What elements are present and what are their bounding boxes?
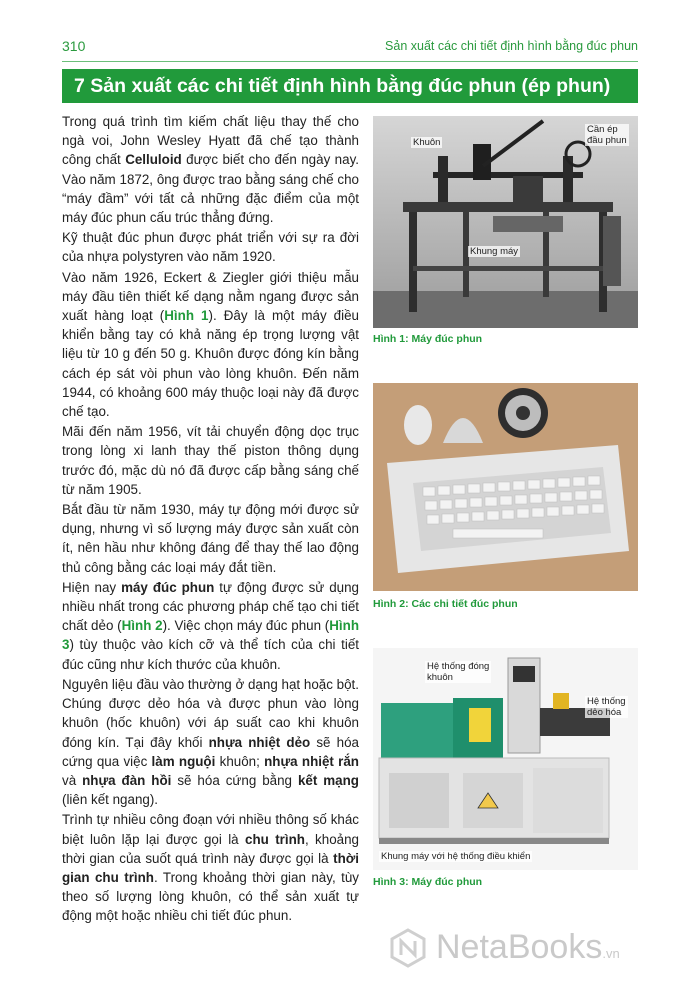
label-khung-may: Khung máy — [470, 246, 519, 257]
page-header — [62, 34, 638, 58]
paragraph — [62, 228, 359, 266]
figure-3-image — [373, 648, 638, 870]
bold-term: nhựa nhiệt rắn — [264, 753, 359, 769]
text-run: (liên kết ngang). — [62, 792, 159, 808]
text-run: Trong quá trình tìm kiếm chất liệu thay thế cho ngà voi, John Wesley Hyatt đã chế tạo thành công chất — [62, 114, 359, 168]
page-number: 310 — [62, 38, 86, 54]
text-run: tự động được sử dụng nhiều nhất trong các phương pháp chế tạo chi tiết chất dẻo ( — [62, 579, 359, 634]
label-khuon: Khuôn — [413, 137, 441, 148]
running-head: Sản xuất các chi tiết định hình bằng đúc phun — [385, 39, 638, 53]
text-run: được biết cho đến ngày nay. Vào năm 1872, ông được trao bằng sáng chế cho “máy đầm” với tất cả những đặc điểm của một máy đúc phun cấu trúc thẳng đứng. — [62, 152, 359, 226]
paragraph — [62, 675, 359, 809]
figure-1-caption: Hình 1: Máy đúc phun — [373, 333, 483, 345]
text-run: khuôn; — [215, 753, 265, 769]
label-he-thong-deo-hoa: Hệ thống dẻo hóa — [587, 696, 626, 718]
bold-term: thời gian chu trình — [62, 850, 359, 885]
text-run: . Trong khoảng thời gian này, tùy theo số lượng lòng khuôn, có thể sản xuất tự động một hoặc nhiều chi tiết đúc phun. — [62, 869, 359, 924]
figure-3-caption: Hình 3: Máy đúc phun — [373, 876, 483, 888]
watermark-text — [436, 928, 620, 967]
paragraph — [62, 578, 359, 674]
figure-reference: Hình 1 — [164, 308, 209, 324]
text-run: Vào năm 1926, Eckert & Ziegler giới thiệu mẫu máy đầu tiên thiết kế dạng nằm ngang được sản xuất hàng loạt ( — [62, 269, 359, 324]
paragraph — [62, 422, 359, 499]
watermark-brand: NetaBooks — [436, 928, 603, 966]
injection-molded-parts-photo — [373, 383, 638, 591]
figure-2-image — [373, 383, 638, 591]
text-run: ). Đây là một máy điều khiển bằng tay có khả năng ép trọng lượng vật liệu từ 10 g đến 50 g. Khuôn được đóng kín bằng cách ép sát vòi phun vào lòng khuôn. Đến năm 1944, có khoảng 600 máy thuộc loại này đã được chế tạo. — [62, 308, 359, 420]
text-run: , khoảng thời gian của suốt quá trình này được gọi là — [62, 831, 359, 866]
label-khung-may-dieu-khien: Khung máy với hệ thống điều khiển — [381, 851, 531, 862]
text-run: Trình tự nhiều công đoạn với nhiều thông số khác biệt luôn lặp lại được gọi là — [62, 812, 359, 847]
figure-reference: Hình 3 — [62, 618, 359, 653]
brand-logo-icon — [388, 928, 428, 968]
figure-reference: Hình 2 — [121, 618, 163, 634]
label-he-thong-dong-khuon: Hệ thống đóng khuôn — [427, 661, 490, 683]
bold-term: nhựa đàn hồi — [82, 772, 172, 788]
bold-term: kết mạng — [297, 772, 359, 788]
section-title: 7 Sản xuất các chi tiết định hình bằng đúc phun (ép phun) — [62, 69, 638, 103]
modern-injection-machine-photo — [373, 648, 638, 870]
paragraph — [62, 268, 359, 422]
bold-term: nhựa nhiệt dẻo — [208, 734, 311, 750]
watermark-suffix: .vn — [602, 946, 620, 961]
watermark — [388, 924, 688, 974]
text-run: sẽ hóa cứng qua việc — [62, 734, 359, 769]
body-text — [62, 112, 359, 927]
text-run: và — [62, 772, 83, 788]
text-run: Nguyên liệu đầu vào thường ở dạng hạt hoặc bột. Chúng được dẻo hóa và được phun vào lòng khuôn (hốc khuôn) với áp suất cao khi khuôn đóng kín. Tại đây khối — [62, 676, 359, 750]
text-run: sẽ hóa cứng bằng — [171, 772, 298, 788]
paragraph — [62, 112, 359, 227]
label-can-ep: Cần ép đầu phun — [587, 124, 627, 146]
header-rule — [62, 61, 638, 62]
figure-2-caption: Hình 2: Các chi tiết đúc phun — [373, 598, 518, 610]
text-run: Hiện nay — [62, 579, 122, 595]
bold-term: Celluloid — [125, 152, 182, 168]
text-run: ). Việc chọn máy đúc phun ( — [162, 618, 330, 634]
bold-term: máy đúc phun — [121, 579, 215, 595]
text-run: ) tùy thuộc vào kích cỡ và thể tích của chi tiết đúc cũng như kích thước của khuôn. — [62, 637, 359, 672]
text-run: Kỹ thuật đúc phun được phát triển với sự ra đời của nhựa polystyren vào năm 1920. — [62, 230, 359, 265]
bold-term: làm nguội — [151, 753, 216, 769]
text-run: Bắt đầu từ năm 1930, máy tự động mới được sử dụng, nhưng vì số lượng máy được sản xuất còn ít, nên hầu như không đáng để thay thế lao động thủ công bằng các loại máy đắt tiền. — [62, 502, 359, 575]
bold-term: chu trình — [245, 831, 305, 847]
paragraph — [62, 500, 359, 577]
text-run: Mãi đến năm 1956, vít tải chuyển động dọc trục trong lòng xi lanh thay thế piston thông dụng trước đó, mặc dù nó đã được cấp bằng sáng chế từ năm 1905. — [62, 424, 359, 497]
paragraph — [62, 810, 359, 925]
figure-1-image — [373, 116, 638, 328]
